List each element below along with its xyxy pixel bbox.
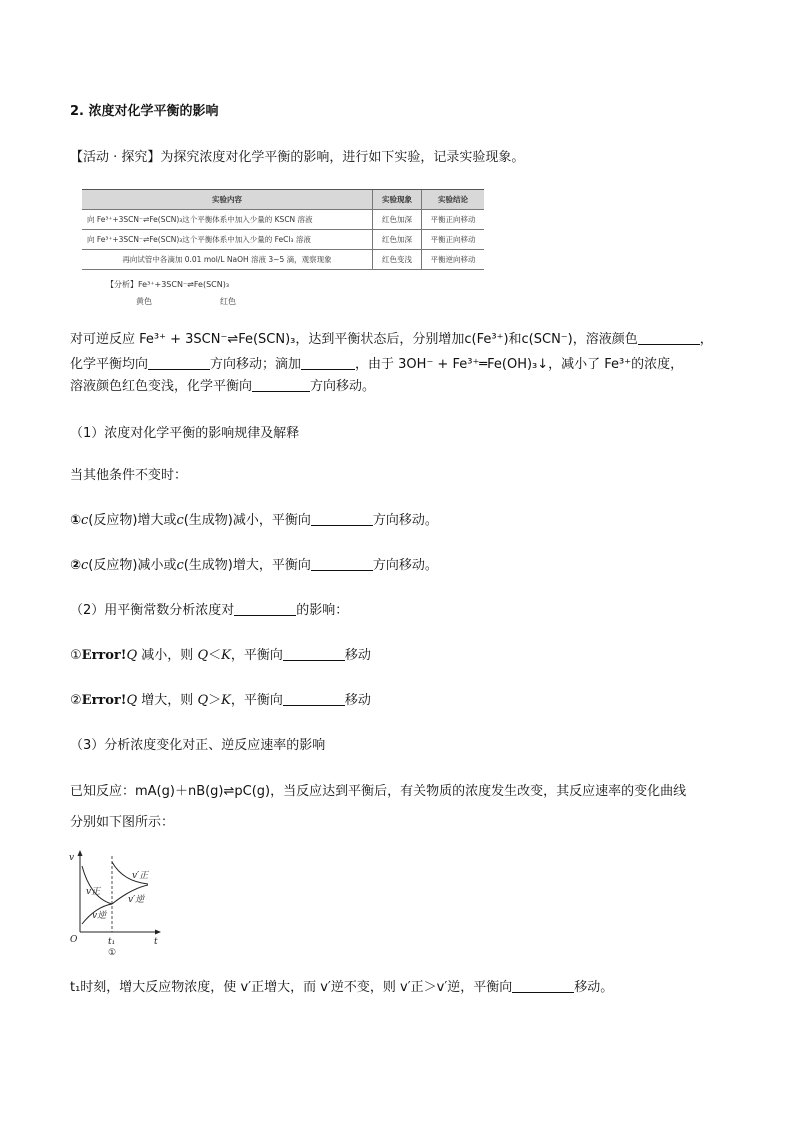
- table-cell: 红色加深: [373, 230, 422, 250]
- text: 溶液颜色红色变浅，化学平衡向: [70, 379, 253, 394]
- text: ，平衡向: [230, 648, 283, 663]
- text: (生成物)增大，平衡向: [183, 558, 311, 573]
- circled-number: ①: [70, 513, 82, 528]
- rule-1: [70, 511, 438, 531]
- text: Q: [197, 693, 209, 708]
- circled-number: ①: [70, 648, 82, 663]
- error-text: Error!: [81, 693, 127, 708]
- text: Q: [126, 693, 138, 708]
- v-forward-label: v正: [86, 887, 101, 897]
- known-line-2: 分别如下图所示：: [70, 815, 175, 830]
- text: c: [81, 558, 89, 573]
- text: 移动: [344, 648, 371, 663]
- text: ＞: [208, 693, 222, 708]
- text: 方向移动。: [310, 379, 376, 394]
- text: c: [81, 513, 89, 528]
- text: c: [176, 558, 184, 573]
- fill-blank[interactable]: [512, 978, 574, 993]
- table-header-row: [82, 190, 484, 210]
- origin-label: O: [70, 935, 78, 945]
- v-forward-new-label: v′正: [132, 871, 149, 881]
- fill-blank[interactable]: [148, 355, 210, 370]
- fill-blank[interactable]: [234, 601, 296, 616]
- text: 对可逆反应 Fe³⁺ + 3SCN⁻⇌Fe(SCN)₃，达到平衡状态后，分别增加: [70, 332, 465, 347]
- text: K: [221, 693, 231, 708]
- experiment-table: [82, 189, 484, 270]
- y-axis-label: v: [69, 853, 75, 863]
- table-cell: 再向试管中各滴加 0.01 mol/L NaOH 溶液 3~5 滴，观察现象: [82, 250, 373, 270]
- table-cell: 红色加深: [373, 210, 422, 230]
- text: ，平衡向: [230, 693, 283, 708]
- text: 的影响：: [296, 603, 349, 618]
- text: ＜: [208, 648, 222, 663]
- v-forward-curve: [82, 866, 112, 904]
- color-yellow-label: 黄色: [136, 297, 152, 306]
- text: 增大，则: [137, 693, 198, 708]
- table-cell: 红色变浅: [373, 250, 422, 270]
- text: Q: [126, 648, 138, 663]
- rule-2: [70, 556, 438, 576]
- text: 方向移动。: [372, 558, 438, 573]
- section-2-heading: [70, 601, 348, 621]
- fill-blank[interactable]: [283, 691, 345, 706]
- x-axis-label: t: [154, 937, 158, 947]
- rate-time-graph: [66, 848, 166, 960]
- table-cell: 向 Fe³⁺+3SCN⁻⇌Fe(SCN)₃这个平衡体系中加入少量的 KSCN 溶液: [82, 210, 373, 230]
- fill-blank[interactable]: [311, 556, 373, 571]
- fill-blank[interactable]: [283, 646, 345, 661]
- text: c: [176, 513, 184, 528]
- error-text: Error!: [81, 648, 127, 663]
- color-red-label: 红色: [220, 297, 236, 306]
- circled-number: ②: [70, 693, 82, 708]
- x-axis-arrow: [155, 930, 161, 935]
- text: 化学平衡均向: [70, 357, 149, 372]
- text: （2）用平衡常数分析浓度对: [70, 603, 235, 618]
- section-3-heading: （3）分析浓度变化对正、逆反应速率的影响: [70, 738, 326, 753]
- fill-blank[interactable]: [252, 377, 310, 392]
- table-cell: 平衡逆向移动: [422, 250, 485, 270]
- text: (生成物)减小，平衡向: [183, 513, 311, 528]
- v-reverse-new-label: v′逆: [128, 895, 145, 905]
- table-cell: 平衡正向移动: [422, 210, 485, 230]
- paragraph-line-3: [70, 377, 375, 397]
- text: ，: [699, 332, 713, 347]
- table-header: 实验结论: [422, 190, 485, 210]
- activity-text: 为探究浓度对化学平衡的影响，进行如下实验，记录实验现象。: [160, 150, 525, 165]
- table-cell: 平衡正向移动: [422, 230, 485, 250]
- graph-caption: ①: [108, 948, 117, 958]
- text: Q: [197, 648, 209, 663]
- text: t₁时刻，增大反应物浓度，使 v′正增大，而 v′逆不变，则 v′正＞v′逆，平衡向: [70, 980, 513, 995]
- circled-number: ②: [70, 558, 82, 573]
- fill-blank[interactable]: [301, 355, 355, 370]
- table-analysis: 【分析】Fe³⁺+3SCN⁻⇌Fe(SCN)₃: [106, 280, 230, 289]
- paragraph-line-2: [70, 355, 683, 375]
- text: 移动: [344, 693, 371, 708]
- text: c(Fe³⁺)和c(SCN⁻)，溶液颜色: [464, 332, 638, 347]
- text: 方向移动；滴加: [210, 357, 302, 372]
- known-line-1: 已知反应：mA(g)＋nB(g)⇌pC(g)，当反应达到平衡后，有关物质的浓度发生改变，其反应速率的变化曲线: [70, 784, 687, 799]
- text: K: [221, 648, 231, 663]
- section-title: 2. 浓度对化学平衡的影响: [70, 104, 219, 119]
- table-cell: 向 Fe³⁺+3SCN⁻⇌Fe(SCN)₃这个平衡体系中加入少量的 FeCl₃ 溶液: [82, 230, 373, 250]
- text: 方向移动。: [372, 513, 438, 528]
- text: (反应物)增大或: [88, 513, 177, 528]
- table-row: [82, 210, 484, 230]
- activity-line: [70, 148, 524, 168]
- t1-label: t₁: [108, 937, 116, 947]
- fill-blank[interactable]: [311, 511, 373, 526]
- table-header: 实验现象: [373, 190, 422, 210]
- activity-label: 【活动 · 探究】: [70, 150, 161, 165]
- text: ，由于 3OH⁻ + Fe³⁺═Fe(OH)₃↓，减小了 Fe³⁺的浓度，: [355, 357, 684, 372]
- text: 移动。: [574, 980, 614, 995]
- conclusion-line: [70, 978, 613, 998]
- table-row: [82, 230, 484, 250]
- text: (反应物)减小或: [88, 558, 177, 573]
- fill-blank[interactable]: [638, 330, 700, 345]
- q-line-1: [70, 646, 371, 666]
- paragraph-line-1: [70, 330, 713, 350]
- y-axis-arrow: [78, 850, 83, 856]
- section-1-heading: （1）浓度对化学平衡的影响规律及解释: [70, 426, 300, 441]
- v-reverse-label: v逆: [92, 911, 107, 921]
- condition-text: 当其他条件不变时：: [70, 468, 188, 483]
- q-line-2: [70, 691, 371, 711]
- text: 减小，则: [137, 648, 198, 663]
- table-row: [82, 250, 484, 270]
- table-header: 实验内容: [82, 190, 373, 210]
